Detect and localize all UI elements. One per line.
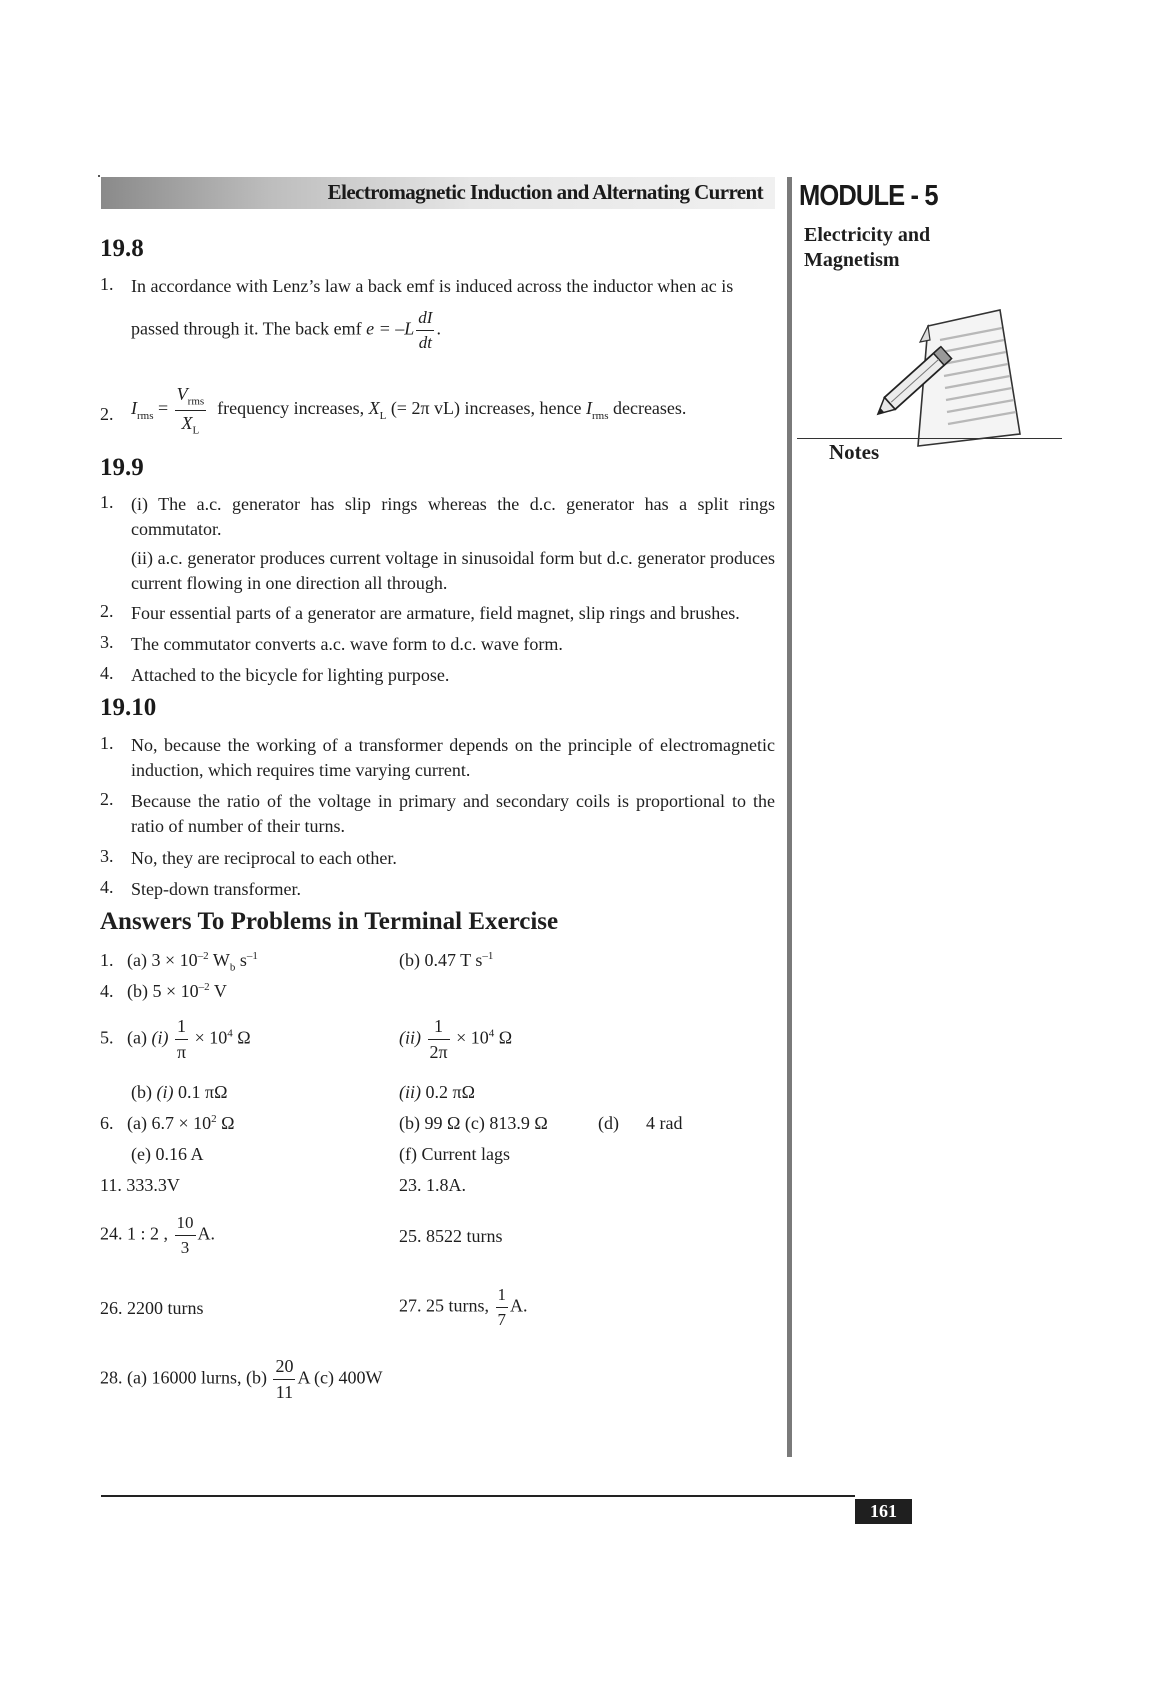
section-heading-19-9: 19.9: [100, 454, 144, 481]
answer-6d-label: (d): [598, 1113, 619, 1133]
answer-23: 23. 1.8A.: [399, 1175, 466, 1195]
fraction-numerator: 10: [176, 1213, 194, 1232]
unit: V: [213, 981, 227, 1001]
item-number: 2.: [100, 789, 114, 809]
exponent: 4: [488, 1027, 495, 1040]
answer-26: 26. 2200 turns: [100, 1298, 204, 1318]
symbol-X: X: [181, 412, 193, 433]
subpart-label: (ii): [399, 1082, 421, 1102]
answer-19-8-1-line2: [131, 308, 441, 353]
unit: Ω: [221, 1113, 235, 1133]
equation-lhs: e = –L: [366, 318, 415, 339]
exponent: 4: [227, 1027, 233, 1040]
answer-5b-i: [131, 1082, 227, 1103]
item-number: 1.: [100, 950, 114, 970]
subpart-label: (i): [156, 1082, 174, 1102]
answer-24: [100, 1213, 215, 1258]
answer-6d-value: 4 rad: [646, 1113, 683, 1133]
exponent: –2: [198, 981, 210, 993]
item-number: 1.: [100, 492, 114, 512]
answer-value: × 10: [194, 1027, 228, 1048]
fraction-denominator: 3: [175, 1235, 196, 1258]
answers-title: Answers To Problems in Terminal Exercise: [100, 908, 559, 935]
item-number: 4.: [100, 663, 114, 683]
fraction-1-over-2pi: [428, 1016, 450, 1063]
chapter-title: Electromagnetic Induction and Alternating Current: [327, 180, 763, 204]
section-heading-19-8: 19.8: [100, 235, 144, 262]
symbol-I: I: [131, 398, 137, 419]
answer-6f: (f) Current lags: [399, 1144, 510, 1164]
symbol-X: X: [368, 398, 380, 419]
module-label: MODULE - 5: [799, 180, 938, 212]
item-number: 5.: [100, 1027, 114, 1048]
symbol-I: I: [585, 398, 592, 419]
section-heading-19-10: 19.10: [100, 694, 157, 721]
fraction-10-over-3: [175, 1213, 196, 1258]
symbol-V: V: [176, 384, 188, 404]
fraction-vrms-xl: [175, 384, 207, 436]
page-number: 161: [855, 1499, 912, 1524]
answer-19-9-4: Attached to the bicycle for lighting purpose.: [131, 665, 450, 685]
answer-19-9-1-ii: (ii) a.c. generator produces current voltage in sinusoidal form but d.c. generator produces current flowing in one direction all through.: [131, 548, 775, 593]
answer-value: 28. (a) 16000 lurns, (b): [100, 1367, 267, 1388]
module-subject-line1: Electricity and: [804, 224, 931, 246]
exponent: –1: [246, 950, 258, 962]
answer-value: 24. 1 : 2 ,: [100, 1223, 169, 1244]
answer-28: [100, 1356, 382, 1403]
exponent: 2: [211, 1113, 217, 1125]
answer-19-9-2: Four essential parts of a generator are armature, field magnet, slip rings and brushes.: [131, 603, 740, 623]
fraction-denominator: 7: [496, 1307, 509, 1330]
answer-value: (b) 0.47 T s: [399, 950, 483, 970]
answer-value: 0.2 πΩ: [425, 1082, 475, 1102]
exponent: –2: [197, 950, 209, 962]
unit: Ω: [498, 1027, 513, 1048]
fraction-numerator: 1: [497, 1285, 506, 1304]
answer-19-10-4: Step-down transformer.: [131, 879, 301, 899]
fraction-1-over-7: [496, 1285, 509, 1330]
chapter-header-bar: [101, 177, 775, 209]
answer-6a: [100, 1113, 235, 1134]
subscript-L: L: [379, 409, 387, 422]
scan-dot: [98, 175, 100, 177]
answer-19-10-1: No, because the working of a transformer depends on the principle of electromagnetic induction, which requires time varying current.: [131, 735, 775, 780]
answer-11: 11. 333.3V: [100, 1175, 180, 1195]
answer-5a-i: [100, 1016, 251, 1063]
fraction-denominator: π: [175, 1039, 188, 1063]
sidebar-rule: [787, 177, 792, 1457]
item-number: 1.: [100, 733, 114, 753]
answer-value: (a) 6.7 × 10: [127, 1113, 212, 1133]
subpart-label: (ii): [399, 1027, 421, 1048]
answer-text: (= 2π vL) increases, hence: [390, 398, 582, 419]
unit: s: [239, 950, 247, 970]
unit: Ω: [237, 1027, 251, 1048]
fraction-dI-dt: [416, 308, 434, 353]
notebook-pencil-icon: [868, 306, 1028, 456]
period: .: [436, 318, 441, 339]
answer-text: passed through it. The back emf: [131, 318, 362, 339]
item-number: 4.: [100, 877, 114, 897]
answer-6e: (e) 0.16 A: [131, 1144, 204, 1164]
fraction-numerator: 20: [275, 1356, 294, 1376]
exponent: –1: [482, 950, 494, 962]
part-label: (a): [127, 1027, 147, 1048]
answer-4b: [100, 981, 227, 1002]
subscript-L: L: [192, 424, 200, 437]
fraction-1-over-pi: [175, 1016, 188, 1063]
fraction-numerator: dI: [418, 308, 433, 327]
fraction-denominator: dt: [416, 330, 434, 353]
unit: W: [212, 950, 230, 970]
part-label: (b): [131, 1082, 152, 1102]
notes-label: Notes: [829, 440, 880, 464]
answer-19-9-3: The commutator converts a.c. wave form to d.c. wave form.: [131, 634, 563, 654]
subscript-rms: rms: [137, 409, 154, 422]
answer-27: [399, 1285, 528, 1330]
item-number: 4.: [100, 981, 114, 1001]
answer-value: (a) 3 × 10: [127, 950, 198, 970]
answer-25: 25. 8522 turns: [399, 1226, 503, 1246]
item-number: 2.: [100, 601, 114, 621]
item-number: 6.: [100, 1113, 114, 1133]
item-number: 3.: [100, 846, 114, 866]
module-subject-line2: Magnetism: [804, 249, 900, 271]
answer-19-8-1-line1: In accordance with Lenz’s law a back emf is induced across the inductor when ac is: [131, 276, 734, 296]
answer-6bc: (b) 99 Ω (c) 813.9 Ω: [399, 1113, 548, 1133]
answer-19-8-2: [131, 384, 686, 436]
answer-value: × 10: [456, 1027, 489, 1048]
unit: A: [297, 1367, 310, 1388]
item-number: 1.: [100, 274, 114, 294]
item-number: 3.: [100, 632, 114, 652]
answer-value: (b) 5 × 10: [127, 981, 199, 1001]
answer-text: frequency increases,: [217, 398, 365, 419]
fraction-numerator: 1: [434, 1016, 444, 1036]
subpart-label: (i): [151, 1027, 169, 1048]
answer-19-10-2: Because the ratio of the voltage in primary and secondary coils is proportional to the ratio of number of their turns.: [131, 791, 775, 836]
unit: A.: [510, 1295, 528, 1316]
answer-value: 0.1 πΩ: [178, 1082, 228, 1102]
answer-1b: [399, 950, 493, 971]
module-subject: [804, 223, 954, 273]
fraction-denominator: 11: [273, 1379, 295, 1403]
item-number: 2.: [100, 404, 114, 424]
fraction-numerator: 1: [177, 1016, 187, 1036]
fraction-denominator: 2π: [428, 1039, 450, 1063]
footer-rule: [101, 1495, 855, 1497]
answer-19-10-3: No, they are reciprocal to each other.: [131, 848, 397, 868]
subscript-rms: rms: [187, 395, 205, 408]
fraction-20-over-11: [273, 1356, 295, 1403]
notes-rule: [797, 438, 1062, 439]
answer-value: (c) 400W: [313, 1367, 383, 1388]
subscript: b: [229, 961, 236, 974]
answer-5a-ii: [399, 1016, 512, 1063]
answer-1a: [100, 950, 258, 974]
answer-19-9-1-i: (i) The a.c. generator has slip rings whereas the d.c. generator has a split rings commutator.: [131, 494, 775, 539]
answer-value: 27. 25 turns,: [399, 1295, 489, 1316]
equals-sign: =: [158, 398, 169, 419]
answer-5b-ii: [399, 1082, 475, 1103]
subscript-rms: rms: [591, 409, 609, 422]
unit: A.: [197, 1223, 216, 1244]
answer-text: decreases.: [612, 398, 687, 419]
